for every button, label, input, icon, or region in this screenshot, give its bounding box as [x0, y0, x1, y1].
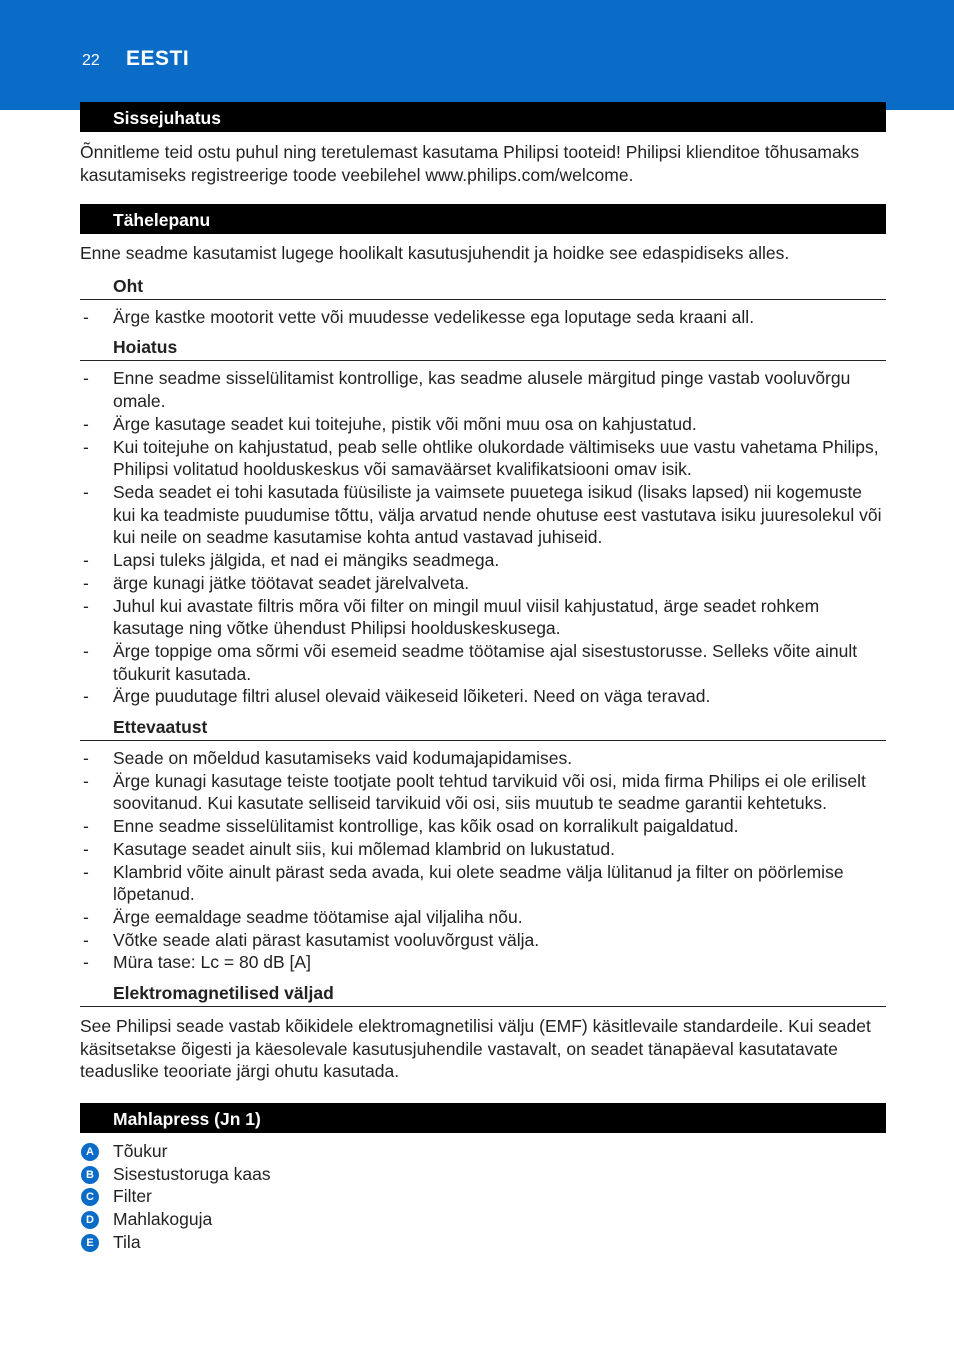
- list-item: D Mahlakoguja: [80, 1208, 886, 1231]
- list-item: - Ärge kastke mootorit vette või muudesse vedelikesse ega loputage seda kraani all.: [83, 306, 755, 327]
- intro-paragraph: Õnnitleme teid ostu puhul ning teretulemast kasutama Philipsi tooteid! Philipsi klienditoe tõhusamaks kasutamiseks registreerige toode veebilehel www.philips.com/welcome.: [80, 142, 860, 185]
- list-item: - Ärge kasutage seadet kui toitejuhe, pistik või mõni muu osa on kahjustatud.: [83, 413, 697, 434]
- subheading-emf: Elektromagnetilised väljad: [80, 981, 886, 1007]
- list-item: - Ärge kunagi kasutage teiste tootjate poolt tehtud tarvikuid või osi, mida firma Philips ei ole eriliselt soovitanud. Kui kasutate selliseid tarvikuid või osi, siis muutub te seadme garantii kehtetuks.: [83, 770, 866, 814]
- letter-e-icon: E: [81, 1234, 99, 1252]
- list-item: - Seade on mõeldud kasutamiseks vaid kodumajapidamises.: [83, 748, 573, 769]
- caution-list: [80, 747, 886, 974]
- list-item: C Filter: [80, 1185, 886, 1208]
- list-item: B Sisestustoruga kaas: [80, 1163, 886, 1186]
- subheading-danger: Oht: [80, 274, 886, 300]
- language-title: EESTI: [126, 47, 190, 70]
- list-item: - Võtke seade alati pärast kasutamist vooluvõrgust välja.: [83, 929, 540, 950]
- emf-paragraph: See Philipsi seade vastab kõikidele elektromagnetilisi välju (EMF) käsitlevaile standardeile. Kui seadet käsitsetakse õigesti ja käesolevale kasutusjuhendile vastavalt, on seadet tänapäeval kasutatavate teaduslike teooriate järgi ohutu kasutada.: [80, 1016, 871, 1082]
- danger-list: [80, 306, 886, 329]
- parts-list: [80, 1140, 886, 1254]
- section-title-intro: Sissejuhatus: [80, 102, 886, 132]
- letter-b-icon: B: [81, 1166, 99, 1184]
- list-item: - Lapsi tuleks jälgida, et nad ei mängiks seadmega.: [83, 550, 500, 571]
- list-item: E Tila: [80, 1231, 886, 1254]
- list-item: A Tõukur: [80, 1140, 886, 1163]
- list-item: - Ärge eemaldage seadme töötamise ajal viljaliha nõu.: [83, 906, 523, 927]
- list-item: - ärge kunagi jätke töötavat seadet järelvalveta.: [83, 572, 470, 593]
- letter-d-icon: D: [81, 1211, 99, 1229]
- list-item: - Juhul kui avastate filtris mõra või filter on mingil muul viisil kahjustatud, ärge seadet rohkem kasutage ning võtke ühendust Philipsi hoolduskeskusega.: [83, 595, 820, 639]
- list-item: - Kui toitejuhe on kahjustatud, peab selle ohtlike olukordade vältimiseks uue vastu vahetama Philips, Philipsi volitatud hoolduskeskus või samaväärset kvalifikatsiooni omav isik.: [83, 436, 879, 480]
- subheading-warning: Hoiatus: [80, 335, 886, 361]
- attention-paragraph: Enne seadme kasutamist lugege hoolikalt kasutusjuhendit ja hoidke see edaspidiseks alles.: [80, 243, 790, 264]
- list-item: - Seda seadet ei tohi kasutada füüsiliste ja vaimsete puuetega isikud (lisaks lapsed) nii kogemuste kui ka teadmiste puudumise tõttu, välja arvatud nende ohutuse eest vastutava isiku juuresolekul või kui neile on seadme kasutamise kohta antud vastavad juhiseid.: [83, 482, 882, 548]
- list-item: - Enne seadme sisselülitamist kontrollige, kas seadme alusele märgitud pinge vastab vooluvõrgu omale.: [83, 368, 851, 412]
- letter-c-icon: C: [81, 1188, 99, 1206]
- section-title-attention: Tähelepanu: [80, 204, 886, 234]
- page-number: 22: [82, 52, 100, 69]
- list-item: - Enne seadme sisselülitamist kontrollige, kas kõik osad on korralikult paigaldatud.: [83, 816, 739, 837]
- letter-a-icon: A: [81, 1143, 99, 1161]
- list-item: - Klambrid võite ainult pärast seda avada, kui olete seadme välja lülitanud ja filter on pöörlemise lõpetanud.: [83, 861, 844, 905]
- list-item: - Ärge puudutage filtri alusel olevaid väikeseid lõiketeri. Need on väga teravad.: [83, 686, 711, 707]
- list-item: - Kasutage seadet ainult siis, kui mõlemad klambrid on lukustatud.: [83, 838, 615, 859]
- list-item: - Müra tase: Lc = 80 dB [A]: [83, 952, 311, 973]
- header-bar: [0, 0, 954, 110]
- manual-content: [80, 102, 886, 1254]
- warning-list: [80, 367, 886, 708]
- subheading-caution: Ettevaatust: [80, 715, 886, 741]
- list-item: - Ärge toppige oma sõrmi või esemeid seadme töötamise ajal sisestustorusse. Selleks võite ainult tõukurit kasutada.: [83, 640, 858, 684]
- section-title-juicer: Mahlapress (Jn 1): [80, 1103, 886, 1133]
